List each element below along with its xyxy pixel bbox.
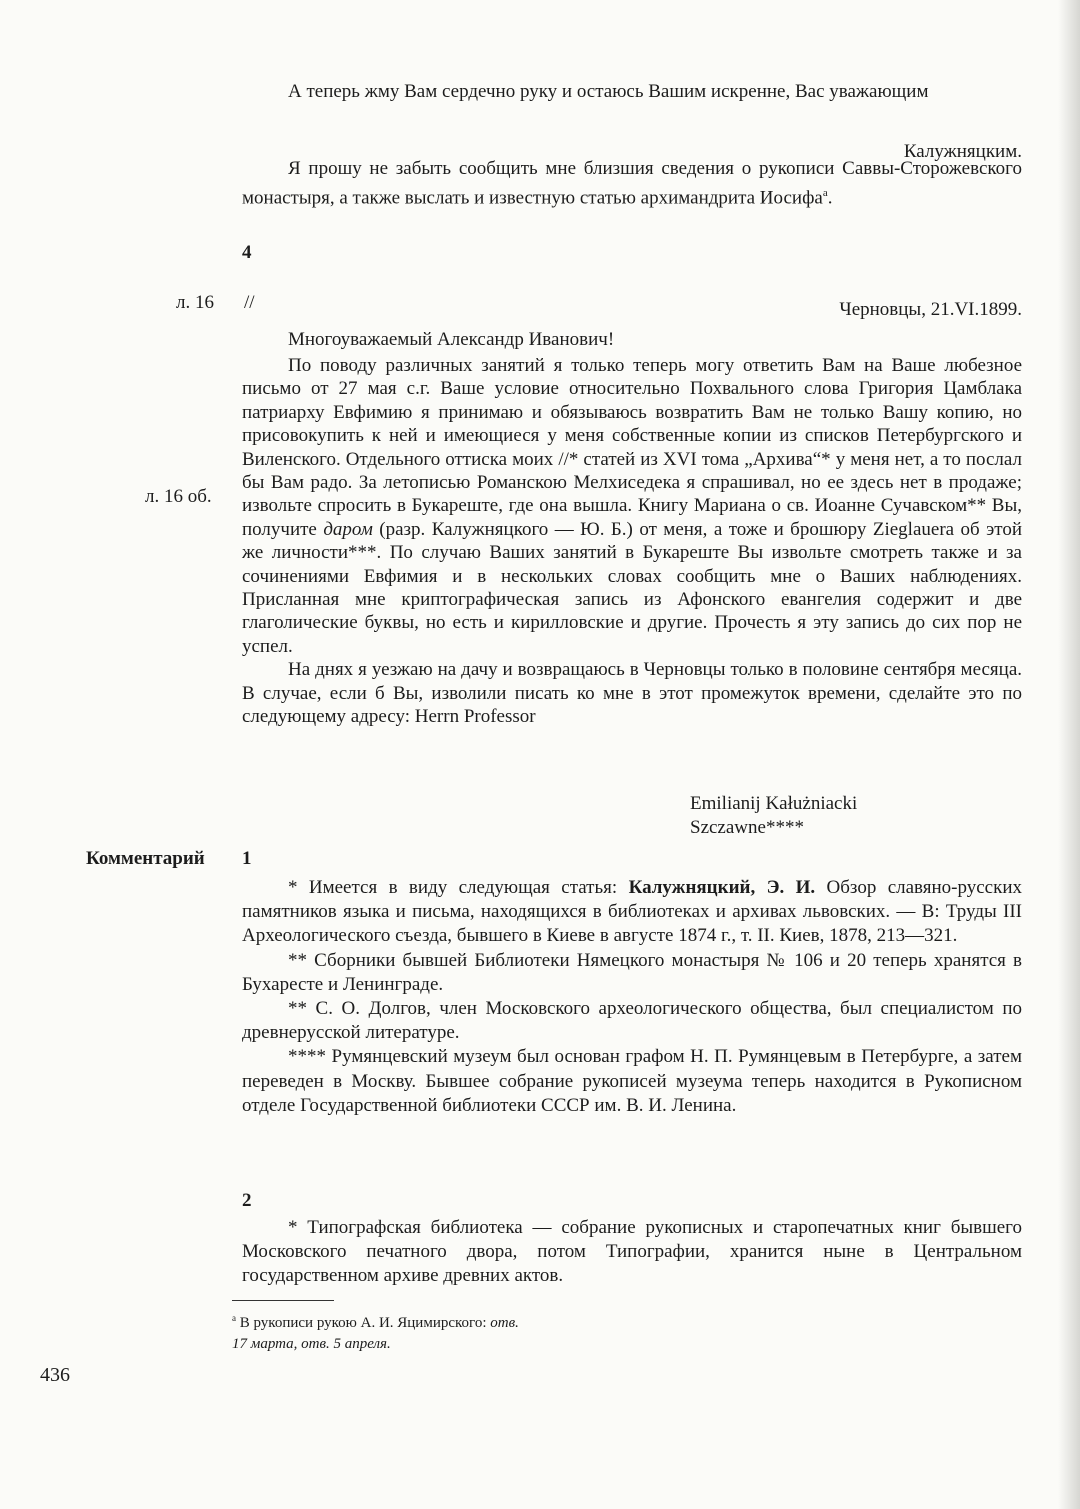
salutation: Многоуважаемый Александр Иванович!: [288, 329, 615, 350]
page-number: 436: [40, 1364, 70, 1386]
letter-paragraph-1: По поводу различных занятий я только теперь могу ответить Вам на Ваше любезное письмо от 27 мая с.г. Ваше условие относительно Похвального слова Григория Цамблака патриарху Евфимию я принимаю и обязываюсь возвратить Вам не только Вашу копию, но присовокупить к ней и имеющиеся у меня собственные копии из списков Петербургского и Виленского. Отдельного оттиска моих //* статей из XVI тома „Архива“* у меня нет, а то послал бы Вам радо. За летописью Романскою Мелхиседека я спрашивал, но ее здесь нет в продаже; извольте спросить в Букареште, где она вышла. Книгу Мариана о св. Иоанне Сучавском** Вы, получите даром (разр. Калужняцкого — Ю. Б.) от меня, а тоже и брошюру Zieglauera об этой же личности***. По случаю Ваших занятий в Букареште Вы извольте смотреть также и за сочинениями Евфимия и в нескольких словах сообщить мне о Ваших наблюдениях. Присланная мне криптографическая запись из Афонского евангелия содержит и две глаголические буквы, но есть и кирилловские и другие. Прочесть я эту запись до сих пор не успел.: [242, 355, 1023, 657]
commentary-label: Комментарий: [86, 848, 205, 869]
commentary-notes-2: [242, 1216, 1022, 1289]
comment-note: ** Сборники бывшей Библиотеки Нямецкого монастыря № 106 и 20 теперь хранятся в Бухаресте и Ленинграде.: [242, 949, 1022, 995]
signature: Калужняцким.: [903, 141, 1022, 162]
postscript-text: Я прошу не забыть сообщить мне близшия сведения о рукописи Саввы-Сторожевского монастыря, а также выслать и известную статью архимандрита Иосифа: [242, 158, 1022, 209]
letter-paragraph-2: На днях я уезжаю на дачу и возвращаюсь в Черновцы только в половине сентября месяца. В случае, если б Вы, изволили писать ко мне в этот промежуток времени, сделайте это по следующему адресу: Herrn Professor: [242, 659, 1022, 728]
commentary-notes-1: [242, 876, 1022, 1118]
commentary-section-1: 1: [242, 848, 252, 869]
letter-body: [242, 354, 1022, 729]
footnote: $^а$ В рукописи рукою А. И. Яцимирского: отв. 17 марта, отв. 5 апреля.: [232, 1313, 519, 1352]
footnote-mark: а: [822, 187, 828, 199]
comment-note: * Имеется в виду следующая статья: Калужняцкий, Э. И. Обзор славяно-русских памятников языка и письма, находящихся в библиотеках и архивах львовских. — В: Труды III Археологического съезда, бывшего в Киеве в августе 1874 г., т. II. Киев, 1878, 213—321.: [242, 877, 1023, 947]
place-date: Черновцы, 21.VI.1899.: [839, 299, 1022, 320]
comment-note: **** Румянцевский музеум был основан графом Н. П. Румянцевым в Петербурге, а затем переведен в Москву. Бывшее собрание рукописей музеума теперь находится в Рукописном отделе Государственной библиотеки СССР им. В. И. Ленина.: [242, 1046, 1022, 1116]
folio-break-mark: //: [244, 292, 255, 313]
comment-note: * Типографская библиотека — собрание рукописных и старопечатных книг бывшего Московского печатного двора, потом Типографии, хранится ныне в Центральном государственном архиве древних актов.: [242, 1217, 1022, 1287]
page-edge-shadow: [1058, 0, 1080, 1509]
letter-closing: [242, 80, 1022, 104]
letter-number: 4: [242, 242, 252, 263]
margin-folio-ref-verso: л. 16 об.: [145, 486, 212, 507]
address-line-1: Emilianij Kałużniacki: [690, 793, 858, 814]
closing-paragraph: А теперь жму Вам сердечно руку и остаюсь Вашим искренне, Вас уважающим: [288, 81, 929, 102]
postscript: Я прошу не забыть сообщить мне близшия сведения о рукописи Саввы-Сторожевского монастыря, а также выслать и известную статью архимандрита Иосифа$^а$.: [242, 158, 1022, 209]
address-line-2: Szczawne****: [690, 817, 804, 838]
commentary-section-2: 2: [242, 1190, 252, 1211]
comment-note: ** С. О. Долгов, член Московского археологического общества, был специалистом по древнерусской литературе.: [242, 998, 1022, 1044]
footnote-rule: [232, 1300, 334, 1301]
margin-folio-ref: л. 16: [176, 292, 214, 313]
